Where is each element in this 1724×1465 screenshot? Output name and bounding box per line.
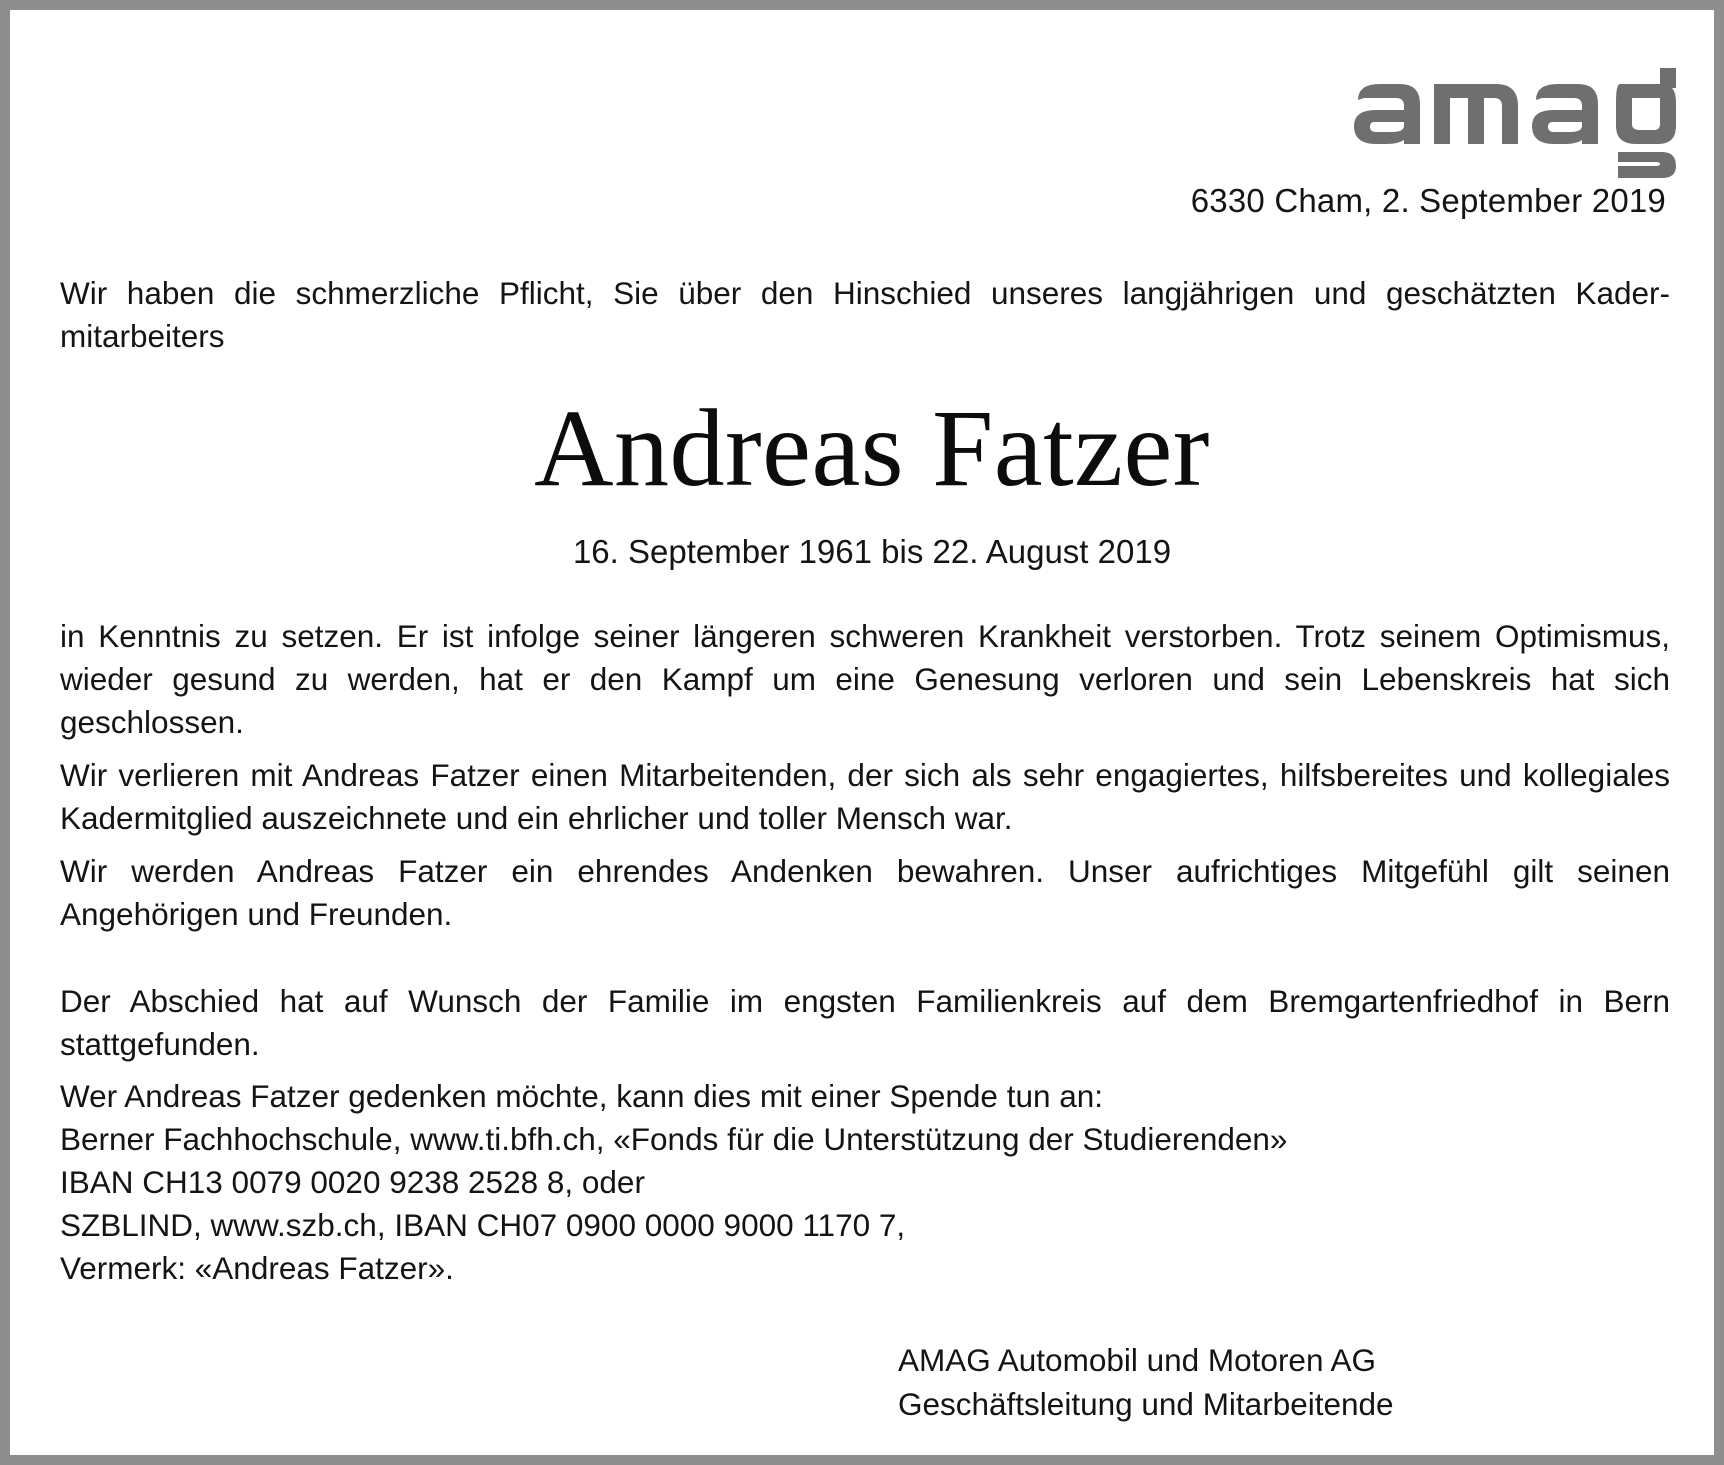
signature-company: AMAG Automobil und Motoren AG	[898, 1342, 1376, 1378]
donation-line: SZBLIND, www.szb.ch, IBAN CH07 0900 0000 9000 1170 7,	[60, 1207, 906, 1243]
donation-info	[60, 1075, 1287, 1290]
paragraph-condolence: Wir werden Andreas Fatzer ein ehrendes Andenken bewahren. Unser aufrichtiges Mitgefühl gilt seinen Angehörigen und Freunden.	[60, 853, 1670, 932]
donation-line: Vermerk: «Andreas Fatzer».	[60, 1250, 454, 1286]
paragraph-notification: in Kenntnis zu setzen. Er ist infolge seiner längeren schweren Krankheit verstorben. Trotz seinem Optimismus, wieder gesund zu werden, hat er den Kampf um eine Genesung verloren und sein Lebenskreis hat sich geschlossen.	[60, 618, 1670, 740]
signature-block	[898, 1338, 1394, 1426]
intro-text: Wir haben die schmerzliche Pflicht, Sie über den Hinschied unseres langjährigen und geschätzten Kadermitarbeiters	[60, 275, 1670, 354]
paragraph-tribute: Wir verlieren mit Andreas Fatzer einen Mitarbeitenden, der sich als sehr engagiertes, hilfsbereites und kollegiales Kadermitglied auszeichnete und ein ehrlicher und toller Mensch war.	[60, 757, 1670, 836]
place-date: 6330 Cham, 2. September 2019	[1190, 182, 1666, 219]
signature-group: Geschäftsleitung und Mitarbeitende	[898, 1386, 1394, 1422]
amag-logo	[1350, 60, 1680, 180]
deceased-name: Andreas Fatzer	[534, 387, 1210, 509]
obituary-notice	[10, 10, 1714, 1455]
paragraph-farewell: Der Abschied hat auf Wunsch der Familie im engsten Familienkreis auf dem Bremgartenfriedhof in Bern stattgefunden.	[60, 983, 1670, 1062]
life-dates: 16. September 1961 bis 22. August 2019	[572, 533, 1172, 570]
donation-line: Wer Andreas Fatzer gedenken möchte, kann dies mit einer Spende tun an:	[60, 1078, 1104, 1114]
donation-line: Berner Fachhochschule, www.ti.bfh.ch, «Fonds für die Unterstützung der Studierenden»	[60, 1121, 1288, 1157]
donation-line: IBAN CH13 0079 0020 9238 2528 8, oder	[60, 1164, 645, 1200]
